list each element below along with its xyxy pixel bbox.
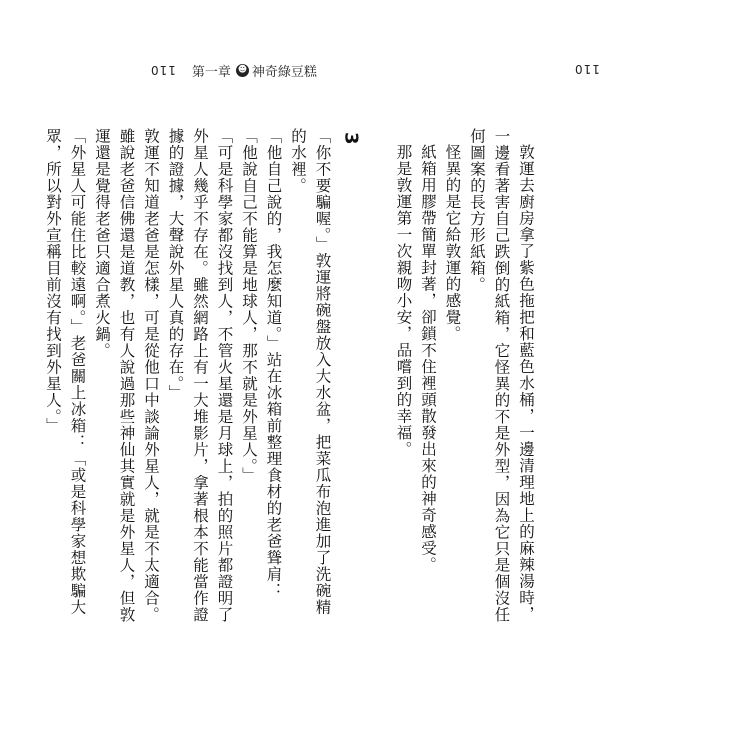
vertical-body-text	[44, 128, 538, 628]
alien-face-icon: ☻	[237, 65, 248, 75]
chapter-label: 第一章	[191, 64, 231, 80]
paragraph: 那是敦運第一次親吻小安，品嚐到的幸福。	[394, 143, 413, 457]
chapter-title: 神奇綠豆糕	[251, 64, 317, 80]
running-header	[150, 62, 317, 78]
paragraph: 「他自己說的，我怎麼知道。」站在冰箱前整理食材的老爸聳肩：「他說自己不能算是地球人，那不就是外星人。」	[240, 128, 283, 599]
paragraph: 敦運不知道老爸是怎樣，可是從他口中談論外星人，就是不太適合。雖說老爸信佛還是道教，也有人說過那些神仙其實就是外星人，但敦運還是覺得老爸只適合煮火鍋。	[93, 128, 160, 623]
paragraph: 「外星人可能住比較遠啊。」老爸關上冰箱：「或是科學家想欺騙大眾，所以對外宣稱目前沒有找到外星人。」	[44, 128, 87, 616]
paragraph: 敦運去廚房拿了紫色拖把和藍色水桶，一邊清理地上的麻辣湯時，一邊看著害自己跌倒的紙箱，它怪異的不是外型，因為它只是個沒任何圖案的長方形紙箱。	[468, 128, 535, 623]
paragraph: 「你不要騙喔。」敦運將碗盤放入大水盆，把菜瓜布泡進加了洗碗精的水裡。	[289, 128, 332, 616]
paragraph: 紙箱用膠帶簡單封著，卻鎖不住裡頭散發出來的神奇感受。	[419, 143, 437, 573]
blank-line	[367, 128, 392, 628]
paragraph: 怪異的是它給敦運的感覺。	[443, 143, 462, 342]
page-number-mirror: 110	[574, 62, 600, 76]
section-number: 3	[340, 132, 362, 146]
paragraph: 「可是科學家都沒找到人，不管火星還是月球上，拍的照片都證明了外星人幾乎不存在。雖然網路上有一大堆影片，拿著根本不能當作證據的證據，大聲說外星人真的存在。」	[166, 128, 234, 623]
page-number: 110	[150, 63, 176, 77]
